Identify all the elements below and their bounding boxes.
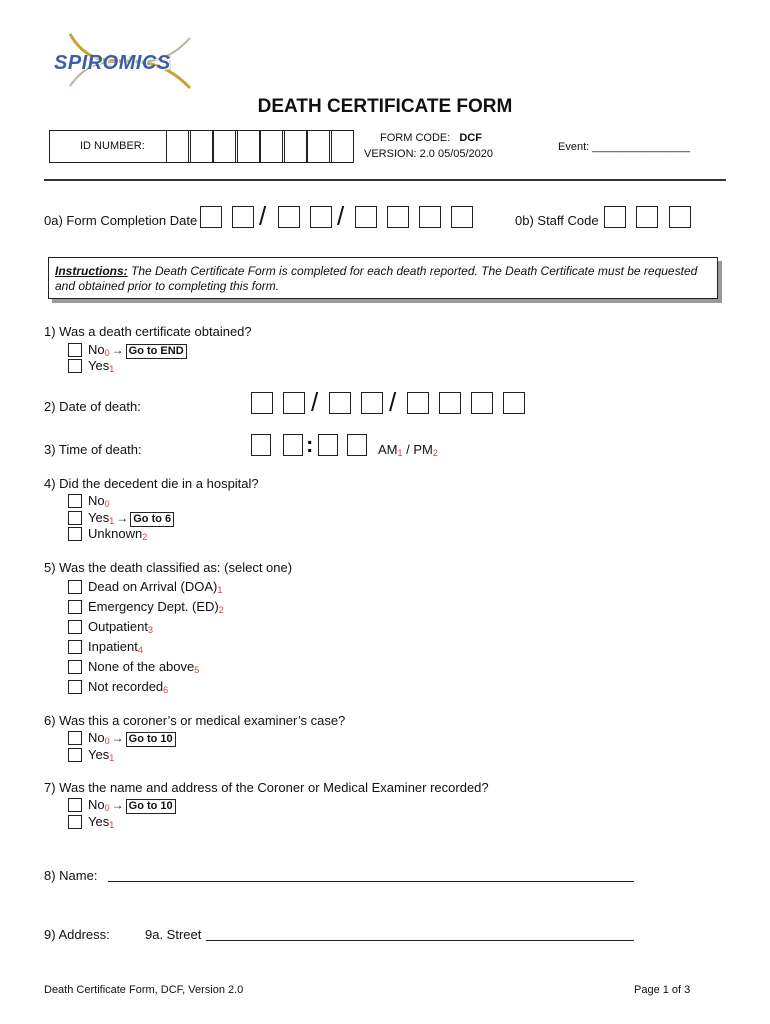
q4-unknown-label: Unknown — [88, 526, 143, 541]
death-date-year-digit-2[interactable] — [439, 392, 461, 414]
q6-goto-10: Go to 10 — [126, 732, 176, 747]
q7-no-label: No — [88, 797, 105, 812]
q7-yes-label: Yes — [88, 814, 110, 829]
form-code-value: DCF — [459, 132, 482, 144]
q4-unknown-code: 2 — [142, 532, 148, 542]
q1-yes-code: 1 — [109, 364, 115, 374]
q3-am-code: 1 — [397, 448, 403, 458]
q6-yes-code: 1 — [109, 753, 115, 763]
form-date-slash-2: / — [337, 201, 345, 231]
header-divider — [44, 179, 726, 181]
q3-pm-code: 2 — [432, 448, 438, 458]
q1-goto-end: Go to END — [126, 344, 187, 359]
arrow-right-icon: → — [116, 511, 129, 525]
form-date-month-digit-1[interactable] — [200, 206, 222, 228]
id-number-digit-7[interactable] — [307, 130, 330, 163]
q5-option-label: Not recorded — [88, 679, 164, 694]
id-number-digit-1[interactable] — [166, 130, 189, 163]
q5-option-checkbox-3[interactable] — [68, 620, 82, 634]
spiromics-logo — [50, 26, 195, 98]
q1-no-label: No — [88, 342, 105, 357]
q5-option-label: None of the above — [88, 659, 195, 674]
death-date-month-digit-1[interactable] — [251, 392, 273, 414]
death-date-slash-2: / — [389, 387, 397, 417]
q3-ampm — [378, 442, 438, 461]
q2-text: 2) Date of death: — [44, 399, 141, 414]
arrow-right-icon: → — [111, 731, 124, 745]
q6-yes-label: Yes — [88, 747, 110, 762]
q7-no-code: 0 — [104, 803, 110, 813]
q1-no-code: 0 — [104, 348, 110, 358]
q5-option-label: Dead on Arrival (DOA) — [88, 579, 218, 594]
staff-code-digit-2[interactable] — [636, 206, 658, 228]
staff-code-digit-3[interactable] — [669, 206, 691, 228]
form-date-year-digit-4[interactable] — [451, 206, 473, 228]
q4-text: 4) Did the decedent die in a hospital? — [44, 476, 259, 491]
q3-hour-digit-1[interactable] — [251, 434, 271, 456]
instructions-box — [48, 257, 718, 299]
id-number-label: ID NUMBER: — [80, 140, 145, 152]
q3-text: 3) Time of death: — [44, 442, 142, 457]
id-number-digit-4[interactable] — [237, 130, 260, 163]
q6-no-label: No — [88, 730, 105, 745]
death-date-day-digit-1[interactable] — [329, 392, 351, 414]
q1-yes-label: Yes — [88, 358, 110, 373]
q4-yes-code: 1 — [109, 516, 115, 526]
form-date-year-digit-3[interactable] — [419, 206, 441, 228]
q7-goto-10: Go to 10 — [126, 799, 176, 814]
q9-text: 9) Address: — [44, 927, 110, 942]
q3-am-label: AM — [378, 442, 398, 457]
q8-text: 8) Name: — [44, 868, 98, 883]
arrow-right-icon: → — [111, 343, 124, 357]
version-label: VERSION: 2.0 05/05/2020 — [364, 148, 494, 160]
q5-option-checkbox-6[interactable] — [68, 680, 82, 694]
id-number-digit-3[interactable] — [213, 130, 236, 163]
id-number-digit-2[interactable] — [190, 130, 213, 163]
id-number-digit-6[interactable] — [284, 130, 307, 163]
q3-minute-digit-1[interactable] — [318, 434, 338, 456]
q1-no-checkbox[interactable] — [68, 343, 82, 357]
event-field[interactable]: Event: ________________ — [558, 141, 691, 153]
death-date-year-digit-3[interactable] — [471, 392, 493, 414]
q4-no-checkbox[interactable] — [68, 494, 82, 508]
instructions-label: Instructions: — [55, 264, 128, 278]
q5-option-5 — [88, 659, 199, 678]
q5-option-1 — [88, 579, 222, 598]
page-title: DEATH CERTIFICATE FORM — [257, 96, 513, 117]
q1-text: 1) Was a death certificate obtained? — [44, 324, 252, 339]
form-completion-date-label: 0a) Form Completion Date — [44, 213, 198, 228]
form-date-slash-1: / — [259, 201, 267, 231]
logo-text: SPIROMICS — [54, 52, 171, 74]
q3-hour-digit-2[interactable] — [283, 434, 303, 456]
staff-code-label: 0b) Staff Code — [515, 213, 599, 228]
q4-yes-checkbox[interactable] — [68, 511, 82, 525]
q7-yes-code: 1 — [109, 820, 115, 830]
q4-no-code: 0 — [104, 499, 110, 509]
form-code-label — [380, 132, 482, 144]
q3-minute-digit-2[interactable] — [347, 434, 367, 456]
q5-option-checkbox-2[interactable] — [68, 600, 82, 614]
q9a-street-label: 9a. Street — [145, 927, 202, 942]
form-date-day-digit-2[interactable] — [310, 206, 332, 228]
footer-page-number: Page 1 of 3 — [634, 984, 691, 996]
q6-text: 6) Was this a coroner’s or medical examiner’s case? — [44, 713, 346, 728]
id-number-digit-8[interactable] — [331, 130, 354, 163]
instructions-text: The Death Certificate Form is completed for each death reported. The Death Certificate must be requested and obtained prior to completing this form. — [55, 264, 698, 293]
q7-yes-option — [88, 814, 114, 833]
q5-option-checkbox-5[interactable] — [68, 660, 82, 674]
q4-goto-6: Go to 6 — [130, 512, 174, 527]
q5-option-code: 1 — [217, 585, 223, 595]
q6-no-checkbox[interactable] — [68, 731, 82, 745]
q7-yes-checkbox[interactable] — [68, 815, 82, 829]
q6-yes-option — [88, 747, 114, 766]
q1-yes-checkbox[interactable] — [68, 359, 82, 373]
q4-unknown-checkbox[interactable] — [68, 527, 82, 541]
q5-option-label: Emergency Dept. (ED) — [88, 599, 219, 614]
q5-option-4 — [88, 639, 143, 658]
death-date-year-digit-4[interactable] — [503, 392, 525, 414]
q3-colon: : — [306, 432, 314, 457]
q5-option-code: 2 — [218, 605, 224, 615]
q5-option-6 — [88, 679, 168, 698]
staff-code-digit-1[interactable] — [604, 206, 626, 228]
form-code-text: FORM CODE: — [380, 132, 451, 144]
q4-no-label: No — [88, 493, 105, 508]
q5-option-3 — [88, 619, 153, 638]
q1-yes-option — [88, 358, 114, 377]
q7-text: 7) Was the name and address of the Coroner or Medical Examiner recorded? — [44, 780, 489, 795]
q5-option-checkbox-1[interactable] — [68, 580, 82, 594]
q5-option-code: 6 — [163, 685, 169, 695]
q8-name-input[interactable] — [108, 881, 634, 882]
q5-option-code: 3 — [148, 625, 154, 635]
q5-option-label: Inpatient — [88, 639, 138, 654]
q5-option-label: Outpatient — [88, 619, 148, 634]
q6-yes-checkbox[interactable] — [68, 748, 82, 762]
q4-yes-label: Yes — [88, 510, 110, 525]
death-date-month-digit-2[interactable] — [283, 392, 305, 414]
q7-no-checkbox[interactable] — [68, 798, 82, 812]
q5-option-checkbox-4[interactable] — [68, 640, 82, 654]
q3-pm-label: / PM — [402, 442, 433, 457]
form-date-month-digit-2[interactable] — [232, 206, 254, 228]
death-date-year-digit-1[interactable] — [407, 392, 429, 414]
q6-no-code: 0 — [104, 736, 110, 746]
q5-option-code: 5 — [194, 665, 200, 675]
id-number-digit-5[interactable] — [260, 130, 283, 163]
form-date-day-digit-1[interactable] — [278, 206, 300, 228]
q9a-street-input[interactable] — [206, 940, 634, 941]
death-date-day-digit-2[interactable] — [361, 392, 383, 414]
form-date-year-digit-2[interactable] — [387, 206, 409, 228]
footer-left: Death Certificate Form, DCF, Version 2.0 — [44, 984, 244, 996]
arrow-right-icon: → — [111, 798, 124, 812]
death-date-slash-1: / — [311, 387, 319, 417]
q5-option-code: 4 — [137, 645, 143, 655]
form-date-year-digit-1[interactable] — [355, 206, 377, 228]
q5-option-2 — [88, 599, 224, 618]
q4-unknown-option — [88, 526, 147, 545]
q5-text: 5) Was the death classified as: (select one) — [44, 560, 293, 575]
